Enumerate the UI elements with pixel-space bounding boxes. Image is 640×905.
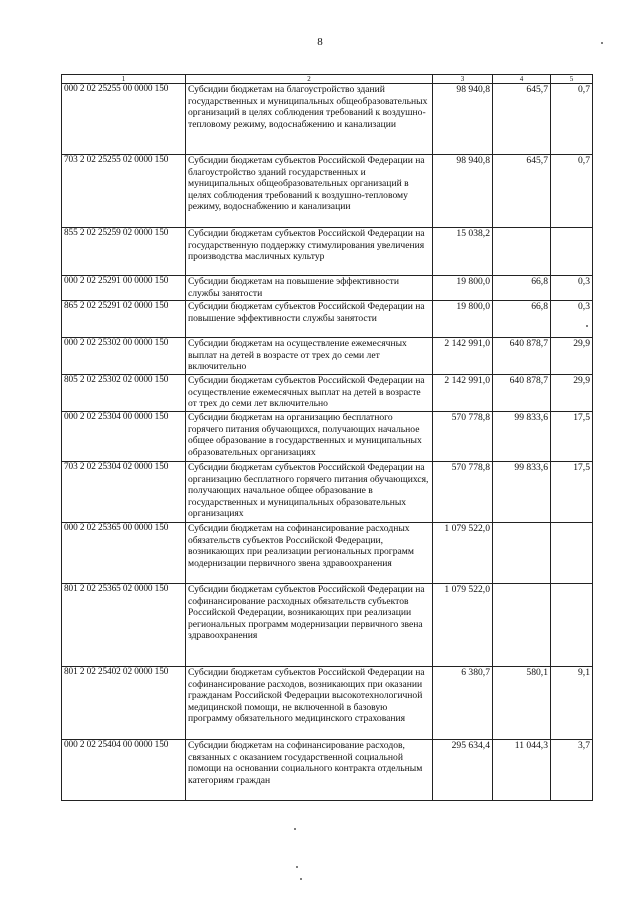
value-col5: 3,7 bbox=[551, 740, 593, 801]
value-col4: 99 833,6 bbox=[493, 412, 551, 462]
table-row bbox=[62, 412, 593, 462]
description: Субсидии бюджетам на осуществление ежемесячных выплат на детей в возрасте от трех до семи лет включительно bbox=[186, 338, 433, 375]
table-row bbox=[62, 228, 593, 276]
description: Субсидии бюджетам субъектов Российской Федерации на благоустройство зданий государственных и муниципальных общеобразовательных организаций в целях соблюдения требований к воздушно-тепловому режиму, водоснабжению и канализации bbox=[186, 155, 433, 228]
value-col4: 99 833,6 bbox=[493, 462, 551, 523]
value-col5: 29,9 bbox=[551, 375, 593, 412]
scan-speck bbox=[294, 828, 296, 830]
value-col3: 19 800,0 bbox=[433, 301, 493, 338]
table-row bbox=[62, 155, 593, 228]
value-col4: 645,7 bbox=[493, 155, 551, 228]
description: Субсидии бюджетам субъектов Российской Федерации на софинансирование расходных обязательств субъектов Российской Федерации, возникающих при реализации региональных программ модернизации первичного звена здравоохранения bbox=[186, 584, 433, 667]
budget-code: 703 2 02 25304 02 0000 150 bbox=[62, 462, 186, 523]
budget-code: 855 2 02 25259 02 0000 150 bbox=[62, 228, 186, 276]
budget-code: 000 2 02 25302 00 0000 150 bbox=[62, 338, 186, 375]
value-col5: 17,5 bbox=[551, 412, 593, 462]
column-header-4: 4 bbox=[493, 75, 551, 84]
budget-code: 801 2 02 25365 02 0000 150 bbox=[62, 584, 186, 667]
description: Субсидии бюджетам на софинансирование расходов, связанных с оказанием государственной социальной помощи на основании социального контракта отдельным категориям граждан bbox=[186, 740, 433, 801]
budget-code: 000 2 02 25304 00 0000 150 bbox=[62, 412, 186, 462]
budget-code: 801 2 02 25402 02 0000 150 bbox=[62, 667, 186, 740]
table-row bbox=[62, 523, 593, 584]
value-col4 bbox=[493, 228, 551, 276]
description: Субсидии бюджетам на софинансирование расходных обязательств субъектов Российской Федерации, возникающих при реализации региональных программ модернизации первичного звена здравоохранения bbox=[186, 523, 433, 584]
value-col5: 17,5 bbox=[551, 462, 593, 523]
budget-code: 703 2 02 25255 02 0000 150 bbox=[62, 155, 186, 228]
value-col3: 19 800,0 bbox=[433, 276, 493, 301]
scan-speck bbox=[601, 42, 603, 44]
value-col5: 0,3 bbox=[551, 276, 593, 301]
value-col3: 98 940,8 bbox=[433, 84, 493, 155]
value-col3: 6 380,7 bbox=[433, 667, 493, 740]
description: Субсидии бюджетам на благоустройство зданий государственных и муниципальных общеобразовательных организаций в целях соблюдения требований к воздушно-тепловому режиму, водоснабжению и канализации bbox=[186, 84, 433, 155]
value-col4 bbox=[493, 584, 551, 667]
table-row bbox=[62, 584, 593, 667]
budget-code: 000 2 02 25404 00 0000 150 bbox=[62, 740, 186, 801]
value-col3: 2 142 991,0 bbox=[433, 338, 493, 375]
description: Субсидии бюджетам субъектов Российской Федерации на осуществление ежемесячных выплат на детей в возрасте от трех до семи лет включительно bbox=[186, 375, 433, 412]
scan-speck bbox=[296, 866, 298, 868]
value-col3: 570 778,8 bbox=[433, 462, 493, 523]
value-col5: 0,7 bbox=[551, 155, 593, 228]
table-row bbox=[62, 338, 593, 375]
value-col5: 0,7 bbox=[551, 84, 593, 155]
description: Субсидии бюджетам на организацию бесплатного горячего питания обучающихся, получающих начальное общее образование в государственных и муниципальных образовательных организациях bbox=[186, 412, 433, 462]
budget-code: 000 2 02 25255 00 0000 150 bbox=[62, 84, 186, 155]
table-row bbox=[62, 375, 593, 412]
table-row bbox=[62, 462, 593, 523]
budget-code: 865 2 02 25291 02 0000 150 bbox=[62, 301, 186, 338]
value-col5: 9,1 bbox=[551, 667, 593, 740]
column-header-5: 5 bbox=[551, 75, 593, 84]
value-col5 bbox=[551, 523, 593, 584]
value-col3: 98 940,8 bbox=[433, 155, 493, 228]
value-col5 bbox=[551, 228, 593, 276]
table-row bbox=[62, 667, 593, 740]
description: Субсидии бюджетам субъектов Российской Федерации на организацию бесплатного горячего питания обучающихся, получающих начальное общее образование в государственных и муниципальных образовательных организациях bbox=[186, 462, 433, 523]
page-number: 8 bbox=[317, 36, 323, 48]
value-col5 bbox=[551, 584, 593, 667]
value-col4: 66,8 bbox=[493, 276, 551, 301]
value-col4 bbox=[493, 523, 551, 584]
value-col4: 11 044,3 bbox=[493, 740, 551, 801]
column-header-2: 2 bbox=[186, 75, 433, 84]
value-col3: 1 079 522,0 bbox=[433, 523, 493, 584]
value-col3: 1 079 522,0 bbox=[433, 584, 493, 667]
column-number-row bbox=[62, 75, 593, 84]
budget-table bbox=[61, 74, 593, 801]
value-col3: 570 778,8 bbox=[433, 412, 493, 462]
budget-code: 805 2 02 25302 02 0000 150 bbox=[62, 375, 186, 412]
value-col4: 580,1 bbox=[493, 667, 551, 740]
scan-speck bbox=[300, 878, 302, 880]
table-row bbox=[62, 740, 593, 801]
scan-speck bbox=[586, 325, 588, 327]
table-row bbox=[62, 301, 593, 338]
value-col5: 0,3 bbox=[551, 301, 593, 338]
budget-code: 000 2 02 25291 00 0000 150 bbox=[62, 276, 186, 301]
value-col4: 645,7 bbox=[493, 84, 551, 155]
table-row bbox=[62, 276, 593, 301]
value-col3: 15 038,2 bbox=[433, 228, 493, 276]
budget-code: 000 2 02 25365 00 0000 150 bbox=[62, 523, 186, 584]
table-row bbox=[62, 84, 593, 155]
description: Субсидии бюджетам субъектов Российской Федерации на государственную поддержку стимулирования увеличения производства масличных культур bbox=[186, 228, 433, 276]
description: Субсидии бюджетам на повышение эффективности службы занятости bbox=[186, 276, 433, 301]
column-header-3: 3 bbox=[433, 75, 493, 84]
value-col3: 2 142 991,0 bbox=[433, 375, 493, 412]
description: Субсидии бюджетам субъектов Российской Федерации на софинансирование расходов, возникающих при оказании гражданам Российской Федерации высокотехнологичной медицинской помощи, не включенной в базовую программу обязательного медицинского страхования bbox=[186, 667, 433, 740]
value-col4: 640 878,7 bbox=[493, 338, 551, 375]
column-header-1: 1 bbox=[62, 75, 186, 84]
value-col4: 640 878,7 bbox=[493, 375, 551, 412]
value-col3: 295 634,4 bbox=[433, 740, 493, 801]
value-col5: 29,9 bbox=[551, 338, 593, 375]
description: Субсидии бюджетам субъектов Российской Федерации на повышение эффективности службы занятости bbox=[186, 301, 433, 338]
value-col4: 66,8 bbox=[493, 301, 551, 338]
